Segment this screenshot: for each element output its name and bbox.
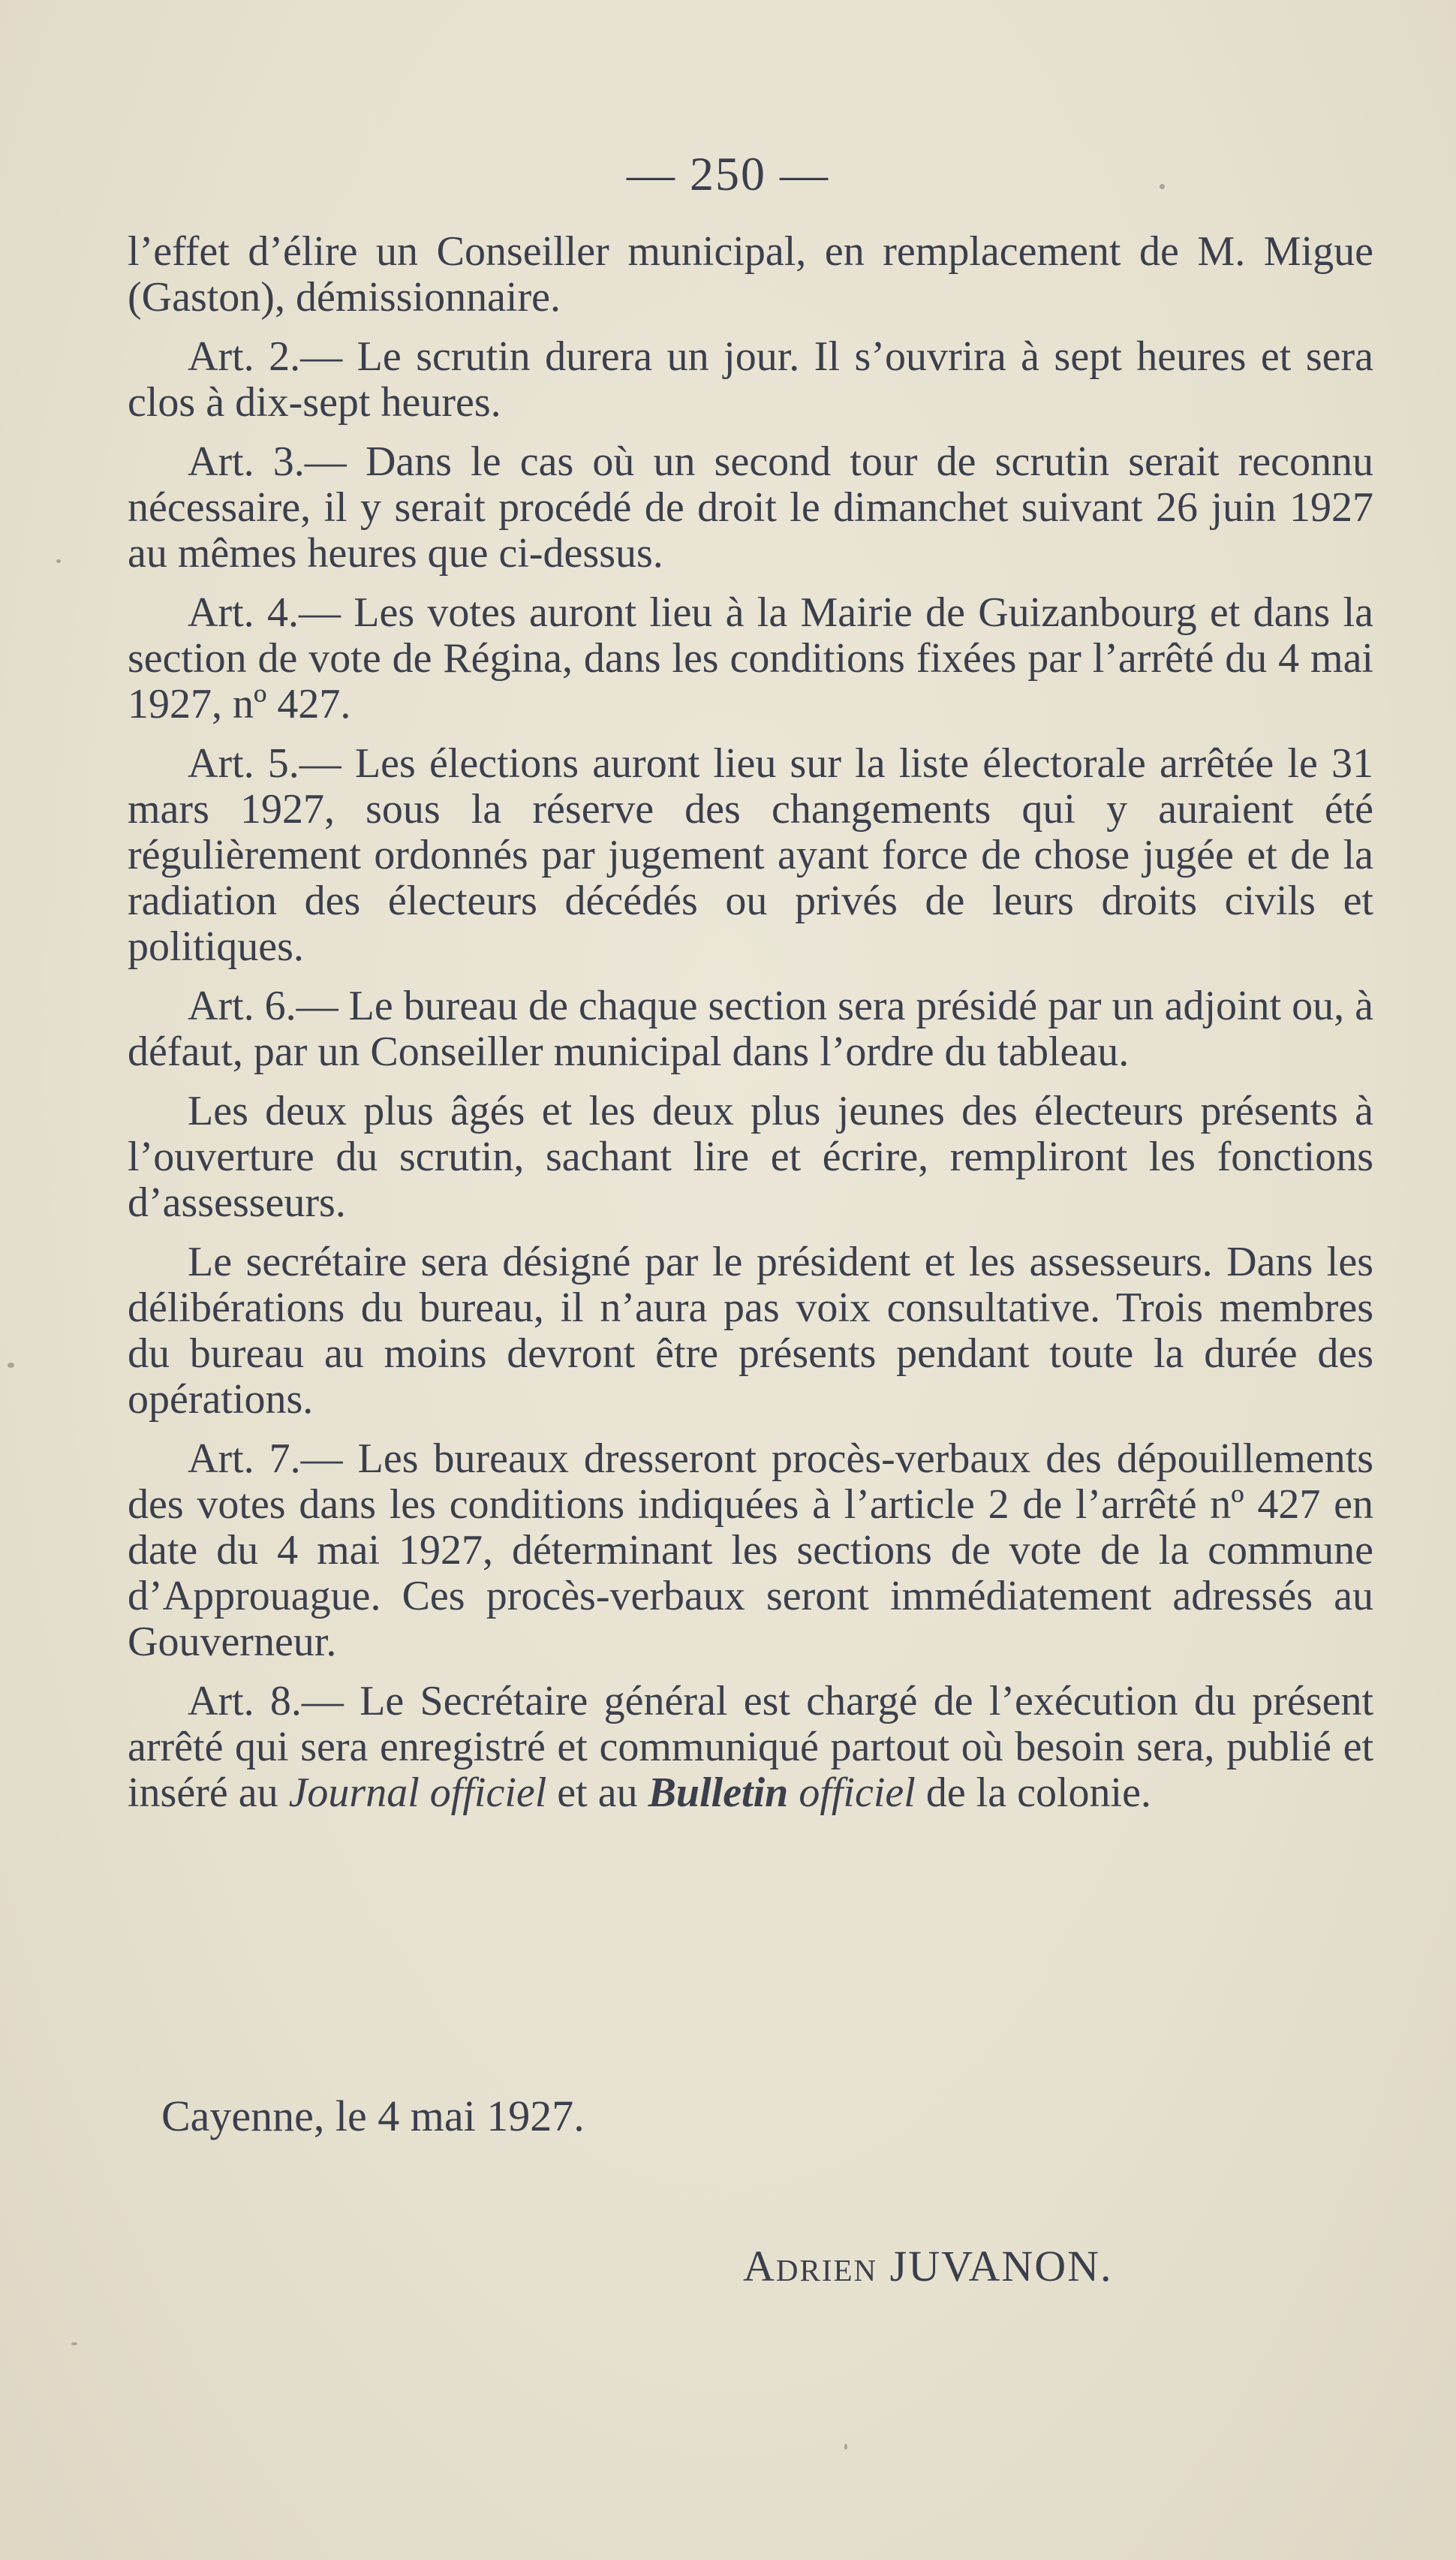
paragraph-secretaire: Le secrétaire sera désigné par le président et les assesseurs. Dans les délibérations du bureau, il n’aura pas voix consultative. Trois membres du bureau au moins devront être présents pendant toute la durée des opérations. <box>128 1239 1373 1423</box>
decree-body <box>128 229 1373 1830</box>
paragraph-assesseurs: Les deux plus âgés et les deux plus jeunes des électeurs présents à l’ouverture du scrutin, sachant lire et écrire, rempliront les fonctions d’assesseurs. <box>128 1088 1373 1226</box>
article-6: Art. 6.— Le bureau de chaque section sera présidé par un adjoint ou, à défaut, par un Conseiller municipal dans l’ordre du tableau. <box>128 983 1373 1075</box>
page-number: — 250 — <box>627 147 829 200</box>
article-5: Art. 5.— Les élections auront lieu sur la liste électorale arrêtée le 31 mars 1927, sous la réserve des changements qui y auraient été régulièrement ordonnés par jugement ayant force de chose jugée et de la radiation des électeurs décédés ou privés de leurs droits civils et politiques. <box>128 740 1373 970</box>
journal-officiel-title: Journal officiel <box>288 1769 547 1816</box>
article-8-ending: de la colonie. <box>915 1769 1151 1816</box>
officiel-word: officiel <box>788 1769 916 1816</box>
paper-speck <box>56 559 61 563</box>
paper-speck <box>8 1363 14 1368</box>
paper-speck <box>1160 184 1165 189</box>
signature: Adrien JUVANON. <box>743 2242 1113 2290</box>
article-8-connector: et au <box>546 1769 648 1816</box>
place-and-date: Cayenne, le 4 mai 1927. <box>161 2092 585 2140</box>
article-8-text: Art. 8.— Le Secrétaire général est chargé de l’exécution du présent arrêté qui sera enregistré et communiqué partout où besoin sera, publié et inséré au <box>128 1678 1373 1816</box>
article-7: Art. 7.— Les bureaux dresseront procès-verbaux des dépouillements des votes dans les conditions indiquées à l’article 2 de l’arrêté nº 427 en date du 4 mai 1927, déterminant les sections de vote de la commune d’Approuague. Ces procès-verbaux seront immédiatement adressés au Gouverneur. <box>128 1435 1373 1665</box>
paper-speck <box>844 2444 847 2450</box>
paper-speck <box>71 2342 77 2345</box>
article-3: Art. 3.— Dans le cas où un second tour de scrutin serait reconnu nécessaire, il y serait procédé de droit le dimanchet suivant 26 juin 1927 au mêmes heures que ci-dessus. <box>128 438 1373 577</box>
article-4: Art. 4.— Les votes auront lieu à la Mairie de Guizanbourg et dans la section de vote de Régina, dans les conditions fixées par l’arrêté du 4 mai 1927, nº 427. <box>128 589 1373 727</box>
paragraph-continuation: l’effet d’élire un Conseiller municipal, en remplacement de M. Migue (Gaston), démissionnaire. <box>128 228 1373 321</box>
bulletin-title: Bulletin <box>648 1769 789 1816</box>
article-8 <box>128 1679 1373 1816</box>
article-2: Art. 2.— Le scrutin durera un jour. Il s’ouvrira à sept heures et sera clos à dix-sept heures. <box>128 333 1373 426</box>
